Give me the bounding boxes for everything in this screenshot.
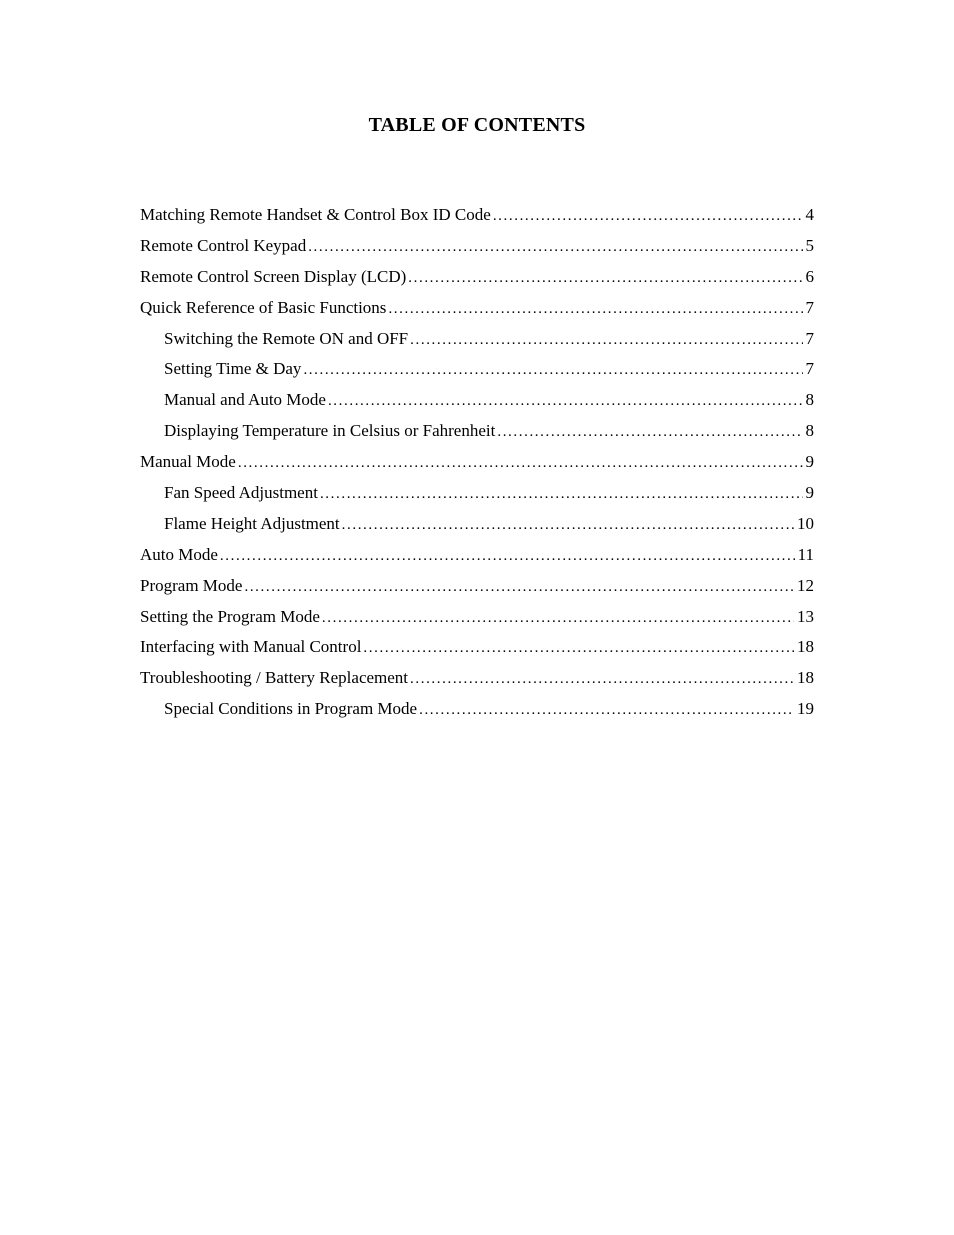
- toc-dot-leader: [363, 633, 794, 664]
- toc-entry-label: Interfacing with Manual Control: [140, 637, 362, 657]
- toc-page-number: 8: [805, 421, 814, 441]
- toc-entry-label: Manual and Auto Mode: [164, 390, 326, 410]
- toc-subentry[interactable]: [140, 478, 814, 509]
- page-title: TABLE OF CONTENTS: [368, 114, 586, 136]
- toc-entry[interactable]: [140, 447, 814, 478]
- toc-dot-leader: [244, 572, 794, 603]
- toc-entry-label: Program Mode: [140, 575, 243, 595]
- toc-dot-leader: [320, 479, 803, 510]
- toc-subentry[interactable]: [140, 416, 814, 447]
- toc-entry-label: Special Conditions in Program Mode: [164, 699, 418, 719]
- toc-dot-leader: [410, 325, 802, 356]
- toc-page-number: 18: [797, 637, 814, 657]
- toc-entry-label: Setting Time & Day: [164, 359, 302, 379]
- toc-entry[interactable]: [140, 231, 814, 262]
- toc-dot-leader: [410, 664, 794, 695]
- toc-entry-label: Troubleshooting / Battery Replacement: [140, 668, 409, 688]
- toc-subentry[interactable]: [140, 385, 814, 416]
- toc-page-number: 9: [805, 483, 814, 503]
- toc-entry[interactable]: [140, 540, 814, 571]
- toc-dot-leader: [303, 355, 802, 386]
- toc-page-number: 5: [805, 235, 814, 255]
- toc-dot-leader: [388, 294, 802, 325]
- toc-entry[interactable]: [140, 262, 814, 293]
- toc-entry-label: Displaying Temperature in Celsius or Fahrenheit: [164, 421, 496, 441]
- toc-list: [140, 200, 814, 725]
- toc-entry[interactable]: [140, 663, 814, 694]
- toc-page-number: 4: [805, 205, 814, 224]
- toc-page-number: 10: [797, 513, 814, 533]
- toc-subentry[interactable]: [140, 324, 814, 355]
- toc-dot-leader: [419, 695, 794, 726]
- toc-entry-label: Flame Height Adjustment: [164, 513, 340, 533]
- toc-dot-leader: [322, 603, 794, 634]
- toc-dot-leader: [328, 386, 803, 417]
- toc-entry-label: Manual Mode: [140, 452, 236, 472]
- toc-page-number: 18: [797, 668, 814, 688]
- toc-page-number: 7: [805, 297, 814, 317]
- toc-page-number: 6: [805, 266, 814, 286]
- toc-page-number: 12: [797, 575, 814, 595]
- toc-subentry[interactable]: [140, 509, 814, 540]
- toc-entry-label: Remote Control Keypad: [140, 235, 307, 255]
- toc-page-number: 7: [805, 328, 814, 348]
- toc-dot-leader: [308, 232, 802, 263]
- toc-dot-leader: [342, 510, 794, 541]
- toc-entry-label: Fan Speed Adjustment: [164, 483, 318, 503]
- toc-dot-leader: [408, 263, 802, 294]
- toc-entry[interactable]: [140, 571, 814, 602]
- toc-entry[interactable]: [140, 602, 814, 633]
- toc-entry-label: Remote Control Screen Display (LCD): [140, 266, 407, 286]
- toc-page-number: 19: [797, 699, 814, 719]
- toc-entry[interactable]: [140, 200, 814, 231]
- toc-subentry[interactable]: [140, 354, 814, 385]
- toc-entry[interactable]: [140, 293, 814, 324]
- toc-entry-label: Quick Reference of Basic Functions: [140, 297, 387, 317]
- toc-dot-leader: [238, 448, 803, 479]
- toc-page-number: 8: [805, 390, 814, 410]
- toc-dot-leader: [493, 201, 803, 232]
- toc-page-number: 9: [805, 452, 814, 472]
- toc-dot-leader: [497, 417, 802, 448]
- toc-page-number: 13: [797, 606, 814, 626]
- toc-entry-label: Setting the Program Mode: [140, 606, 320, 626]
- toc-page-number: 11: [797, 544, 814, 564]
- toc-entry-label: Matching Remote Handset & Control Box ID Code: [140, 205, 491, 224]
- toc-entry[interactable]: [140, 632, 814, 663]
- toc-entry-label: Auto Mode: [140, 544, 218, 564]
- toc-page-number: 7: [805, 359, 814, 379]
- toc-subentry[interactable]: [140, 694, 814, 725]
- toc-entry-label: Switching the Remote ON and OFF: [164, 328, 409, 348]
- toc-dot-leader: [220, 541, 795, 572]
